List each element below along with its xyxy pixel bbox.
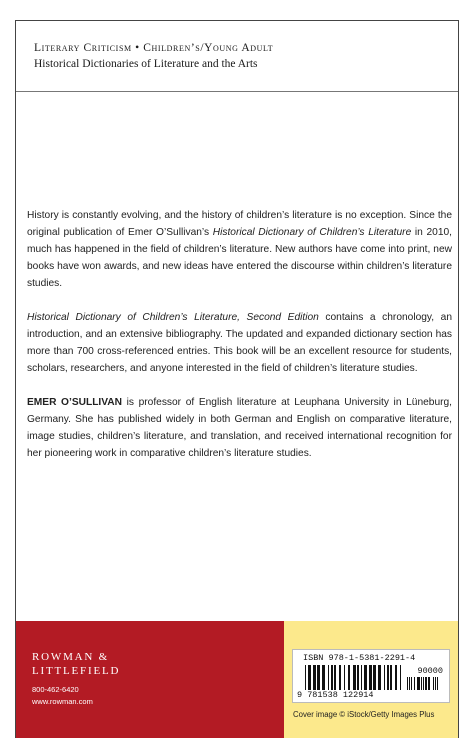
- barcode-stripe: [344, 665, 345, 690]
- cover-image-credit: Cover image © iStock/Getty Images Plus: [293, 710, 435, 719]
- barcode-stripe: [407, 677, 408, 690]
- barcode-stripe: [339, 665, 341, 690]
- barcode-stripe: [421, 677, 422, 690]
- publisher-contact: [32, 684, 284, 708]
- barcode-stripe: [308, 665, 311, 690]
- barcode-stripe: [437, 677, 438, 690]
- barcode-stripe: [305, 665, 306, 690]
- barcode-stripe: [331, 665, 333, 690]
- barcode-stripe: [378, 665, 381, 690]
- isbn-label: ISBN 978-1-5381-2291-4: [303, 653, 416, 663]
- barcode-stripe: [433, 677, 434, 690]
- barcode-stripe: [395, 665, 397, 690]
- barcode-stripe: [414, 677, 415, 690]
- ean-barcode-bars: [305, 665, 403, 690]
- barcode-stripe: [387, 665, 389, 690]
- description-paragraph-1: History is constantly evolving, and the history of children’s literature is no exception. Since the original publication of Emer O’Sullivan’s Historical Dictionary of Children’s Literature in 2010, much has happened in the field of children’s literature. New authors have come into print, new books have won awards, and new ideas have entered the discourse within children’s literature studies.: [27, 210, 452, 289]
- barcode-stripe: [322, 665, 325, 690]
- series-header: [16, 21, 458, 92]
- barcode-stripe: [364, 665, 367, 690]
- barcode-stripe: [390, 665, 392, 690]
- barcode-stripe: [353, 665, 356, 690]
- price-code: 90000: [417, 666, 443, 676]
- barcode-stripe: [348, 665, 350, 690]
- isbn-barcode: [292, 649, 450, 703]
- barcode-stripe: [373, 665, 376, 690]
- barcode-stripe: [417, 677, 420, 690]
- publisher-website[interactable]: www.rowman.com: [32, 697, 93, 706]
- barcode-stripe: [313, 665, 316, 690]
- series-name: Historical Dictionaries of Literature and the Arts: [34, 58, 258, 70]
- barcode-stripe: [435, 677, 436, 690]
- series-category: Literary Criticism • Children’s/Young Adult: [34, 42, 274, 54]
- author-name: EMER O’SULLIVAN: [27, 397, 122, 408]
- barcode-stripe: [357, 665, 359, 690]
- barcode-stripe: [317, 665, 320, 690]
- description-paragraph-2: Historical Dictionary of Children’s Literature, Second Edition contains a chronology, an introduction, and an extensive bibliography. The updated and expanded dictionary section has more than 700 cross-referenced entries. This book will be an excellent resource for students, scholars, researchers, and anyone interested in the field of children’s literature studies.: [27, 312, 452, 374]
- barcode-digits: 9 781538 122914: [297, 690, 374, 700]
- publisher-phone: 800-462-6420: [32, 685, 79, 694]
- book-title-italic: Historical Dictionary of Children’s Literature: [212, 227, 412, 238]
- barcode-stripe: [409, 677, 410, 690]
- book-title-edition-italic: Historical Dictionary of Children’s Literature, Second Edition: [27, 312, 319, 323]
- barcode-stripe: [425, 677, 427, 690]
- publisher-logo: ROWMAN & LITTLEFIELD: [32, 651, 121, 677]
- author-bio: EMER O’SULLIVAN is professor of English literature at Leuphana University in Lüneburg, Germany. She has published widely in both German and English on comparative literature, image studies, children’s literature, and translation, and received international recognition for her pioneering work in comparative children’s literature studies.: [27, 397, 452, 459]
- back-cover: [15, 20, 459, 738]
- barcode-stripe: [400, 665, 401, 690]
- description-text: [27, 207, 452, 479]
- barcode-stripe: [369, 665, 372, 690]
- publisher-panel: [16, 621, 284, 738]
- barcode-stripe: [423, 677, 424, 690]
- barcode-stripe: [328, 665, 329, 690]
- barcode-stripe: [384, 665, 385, 690]
- barcode-stripe: [334, 665, 336, 690]
- barcode-stripe: [428, 677, 430, 690]
- barcode-stripe: [361, 665, 362, 690]
- barcode-stripe: [411, 677, 412, 690]
- barcode-panel: [284, 621, 458, 738]
- price-barcode-bars: [407, 677, 441, 690]
